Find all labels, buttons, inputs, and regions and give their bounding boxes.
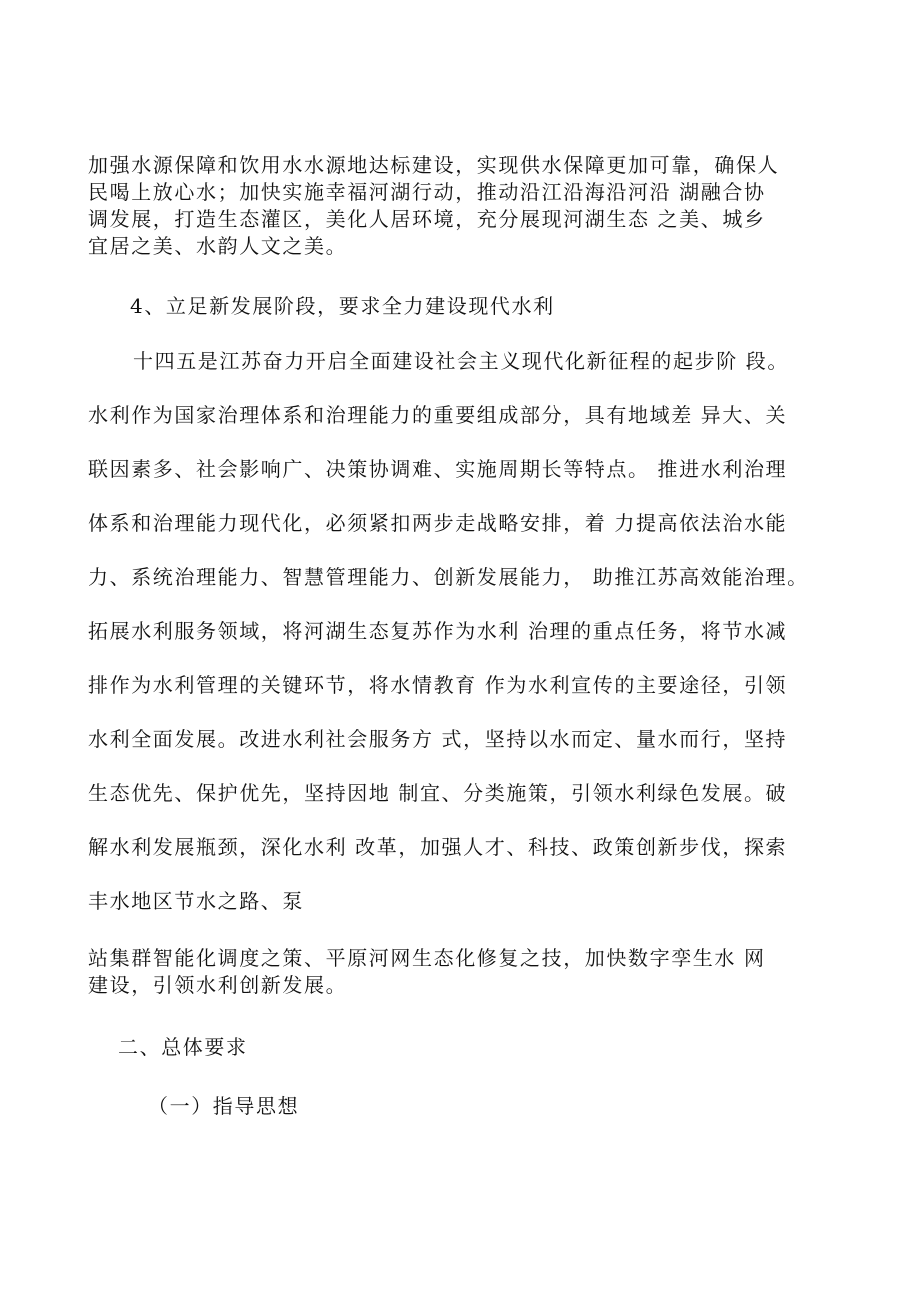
text-line: 体系和治理能力现代化，必须紧扣两步走战略安排，着 力提高依法治水能 bbox=[88, 511, 788, 535]
text-line: 十四五是江苏奋力开启全面建设社会主义现代化新征程的起步阶 段。 bbox=[133, 349, 789, 373]
text-line: 宜居之美、水韵人文之美。 bbox=[88, 234, 348, 258]
text-line: 生态优先、保护优先，坚持因地 制宜、分类施策，引领水利绿色发展。破 bbox=[88, 781, 788, 805]
text-line: 站集群智能化调度之策、平原河网生态化修复之技，加快数字孪生水 网 bbox=[88, 946, 766, 970]
text-line: 水利作为国家治理体系和治理能力的重要组成部分，具有地域差 异大、关 bbox=[88, 403, 788, 427]
text-line: 解水利发展瓶颈，深化水利 改革，加强人才、科技、政策创新步伐，探索 bbox=[88, 835, 788, 859]
subsection-heading: （一）指导思想 bbox=[148, 1094, 300, 1118]
numbered-heading: 4、立足新发展阶段，要求全力建设现代水利 bbox=[130, 294, 555, 318]
text-line: 排作为水利管理的关键环节，将水情教育 作为水利宣传的主要途径，引领 bbox=[88, 673, 788, 697]
text-line: 联因素多、社会影响广、决策协调难、实施周期长等特点。 推进水利治理 bbox=[88, 457, 788, 481]
section-heading: 二、总体要求 bbox=[118, 1035, 248, 1059]
text-line: 水利全面发展。改进水利社会服务方 式，坚持以水而定、量水而行，坚持 bbox=[88, 727, 788, 751]
text-line: 丰水地区节水之路、泵 bbox=[88, 889, 304, 913]
text-line: 拓展水利服务领域，将河湖生态复苏作为水利 治理的重点任务，将节水减 bbox=[88, 619, 788, 643]
text-line: 加强水源保障和饮用水水源地达标建设，实现供水保障更加可靠，确保人 bbox=[88, 153, 780, 177]
text-line: 调发展，打造生态灌区，美化人居环境，充分展现河湖生态 之美、城乡 bbox=[88, 207, 766, 231]
text-line: 民喝上放心水；加快实施幸福河湖行动，推动沿江沿海沿河沿 湖融合协 bbox=[88, 180, 766, 204]
text-line: 力、系统治理能力、智慧管理能力、创新发展能力， 助推江苏高效能治理。 bbox=[88, 565, 809, 589]
text-line: 建设，引领水利创新发展。 bbox=[88, 973, 348, 997]
